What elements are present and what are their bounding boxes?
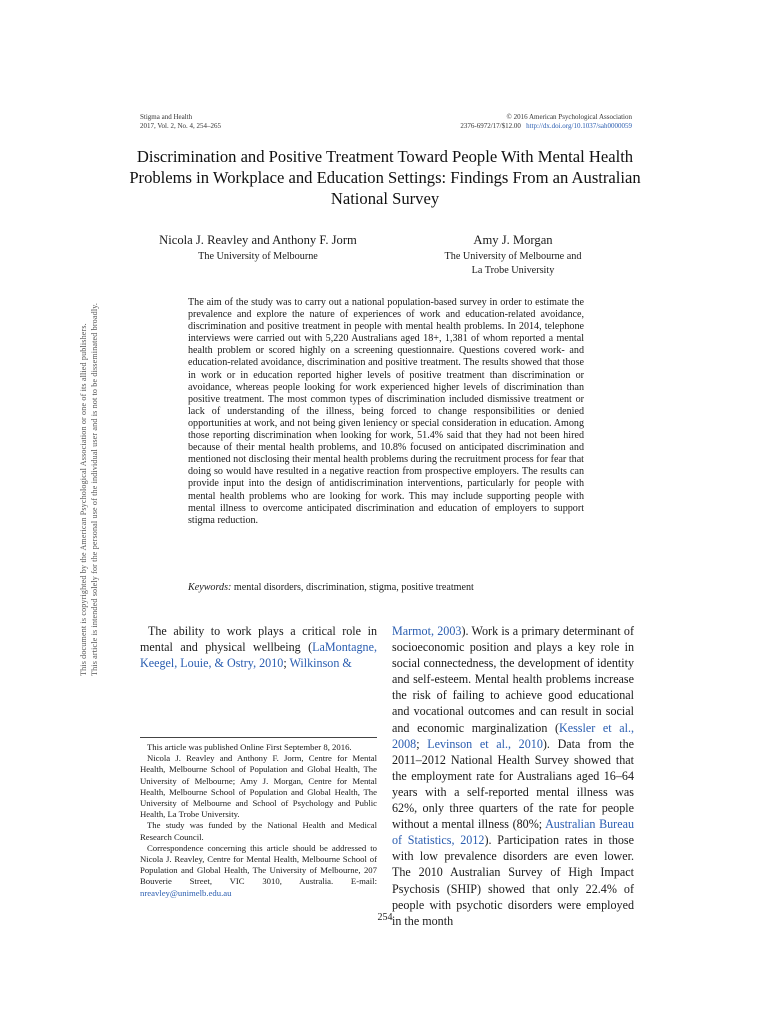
author-group-1 xyxy=(140,233,376,264)
keywords xyxy=(188,582,474,593)
body-left-column xyxy=(140,623,377,671)
footnote-funding: The study was funded by the National Health and Medical Research Council. xyxy=(140,820,377,842)
citation-link[interactable]: Wilkinson & xyxy=(289,656,352,671)
copyright-notice: © 2016 American Psychological Association xyxy=(506,113,632,121)
copyright-sidebar-line1: This document is copyrighted by the American Psychological Association or one of its allied publishers. xyxy=(79,323,88,676)
citation-link[interactable]: Marmot, 2003 xyxy=(392,624,462,638)
journal-volume: 2017, Vol. 2, No. 4, 254–265 xyxy=(140,122,222,130)
body-text: The ability to work plays a critical role in mental and physical wellbeing ( xyxy=(140,624,377,655)
citation-link[interactable]: Kessler et al., 2008 xyxy=(392,720,634,751)
author-name-2: Amy J. Morgan xyxy=(473,233,553,247)
correspondence-text: Correspondence concerning this article should be addressed to Nicola J. Reavley, Centre for Mental Health, Melbourne School of Population and Global Health, The University of Melbourne, 207 Bouverie Street, VIC 3010, Australia. E-mail: xyxy=(140,842,377,887)
citation-link[interactable]: Australian Bureau of Statistics, 2012 xyxy=(392,817,634,848)
journal-name: Stigma and Health xyxy=(140,113,193,121)
footnote-published: This article was published Online First September 8, 2016. xyxy=(147,742,352,752)
journal-info xyxy=(140,113,221,131)
body-right-column xyxy=(392,623,634,929)
copyright-sidebar-line2: This article is intended solely for the personal use of the individual user and is not to be disseminated broadly. xyxy=(90,302,99,676)
author-group-2 xyxy=(428,233,598,278)
email-link[interactable]: nreavley@unimelb.edu.au xyxy=(140,887,232,898)
citation-separator: ; xyxy=(283,656,290,671)
author-names-1: Nicola J. Reavley and Anthony F. Jorm xyxy=(159,233,357,247)
footnote-correspondence xyxy=(140,843,377,899)
issn: 2376-6972/17/$12.00 xyxy=(460,122,521,130)
publisher-info xyxy=(460,113,632,131)
footnote-divider xyxy=(140,737,377,738)
body-text: ). Data from the 2011–2012 National Health Survey showed that the employment rate for Australians aged 16–64 years with a self-reported mental illness was 62%, only three quarters of the rate for people without a mental illness (80%; xyxy=(392,736,634,832)
footnote-affiliations: Nicola J. Reavley and Anthony F. Jorm, Centre for Mental Health, Melbourne School of Population and Global Health, The University of Melbourne; Amy J. Morgan, Centre for Mental Health, Melbourne School of Population and Global Health, The University of Melbourne and School of Psychology and Public Health, La Trobe University. xyxy=(140,753,377,820)
body-text: ). Participation rates in those with low prevalence disorders are even lower. The 2010 Australian Survey of High Impact Psychosis (SHIP) showed that only 22.4% of people with psychotic disorders were employed in the month xyxy=(392,833,634,928)
page-number: 254 xyxy=(377,912,393,923)
affiliation-2-line1: The University of Melbourne and xyxy=(444,251,582,262)
body-text: ). Work is a primary determinant of socioeconomic position and plays a key role in social connectedness, the development of identity and self-esteem. Mental health problems increase the risk of failing to achieve good educational and vocational outcomes and can result in social and economic marginalization ( xyxy=(392,624,635,735)
footnotes xyxy=(140,742,377,899)
citation-link[interactable]: LaMontagne, Keegel, Louie, & Ostry, 2010 xyxy=(140,640,377,671)
affiliation-2-line2: La Trobe University xyxy=(471,265,555,276)
keywords-text: mental disorders, discrimination, stigma, positive treatment xyxy=(233,582,474,593)
issn-doi-line xyxy=(460,122,632,131)
article-title: Discrimination and Positive Treatment Toward People With Mental Health Problems in Workplace and Education Settings: Findings From an Australian National Survey xyxy=(129,147,641,208)
citation-separator: ; xyxy=(416,736,428,751)
keywords-label: Keywords: xyxy=(188,582,232,593)
abstract: The aim of the study was to carry out a national population-based survey in order to estimate the prevalence and explore the nature of experiences of work and education-related avoidance, discrimination and positive treatment in people with mental health problems. In 2014, telephone interviews were carried out with 5,220 Australians aged 18+, 1,381 of whom reported a mental health problem or scored highly on a screening questionnaire. Questions covered work- and education-related avoidance, discrimination and positive treatment. The results showed that those in work or in education reported higher levels of positive treatment than discrimination or avoidance, whereas people looking for work experienced higher levels of discrimination than positive treatment. The most common types of discrimination included dismissive treatment or lack of understanding of the illness, being forced to change responsibilities or denied opportunities at work, and not being given leniency or special consideration in education. Among those reporting discrimination when looking for work, 51.4% said that they had not been hired because of their mental health problems, and 10.8% focused on anticipated discrimination and mentioned not disclosing their mental health problems during the recruitment process for fear that doing so would have resulted in a negative reaction from prospective employers. The results can provide input into the design of antidiscrimination interventions, particularly for people with mental health problems who are looking for work. This may include supporting people with mental illness to overcome anticipated discrimination and education of employers to support stigma reduction. xyxy=(188,297,584,526)
affiliation-1: The University of Melbourne xyxy=(198,251,318,262)
citation-link[interactable]: Levinson et al., 2010 xyxy=(427,736,543,751)
doi-link[interactable]: http://dx.doi.org/10.1037/sah0000059 xyxy=(526,122,632,130)
